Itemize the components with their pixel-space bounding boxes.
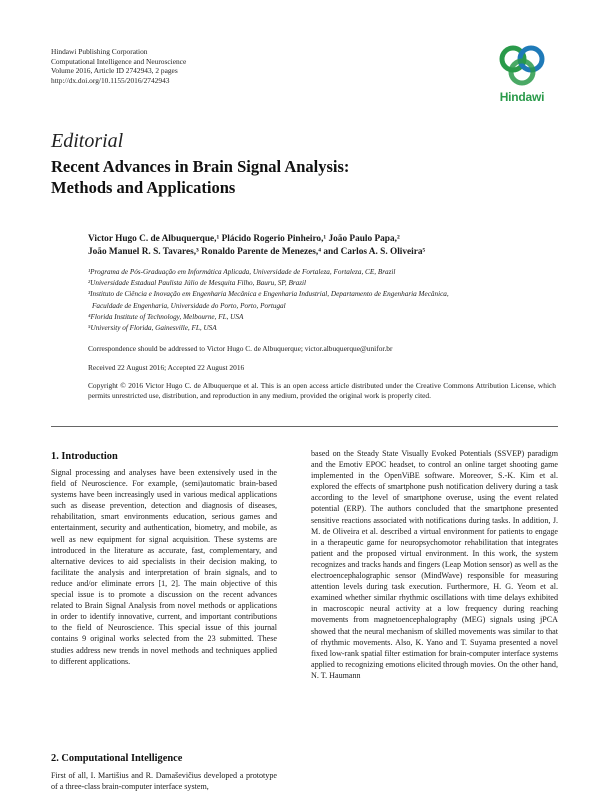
section-divider: [51, 426, 558, 427]
hindawi-logo-icon: [493, 42, 551, 90]
title-line-1: Recent Advances in Brain Signal Analysis:: [51, 157, 350, 176]
journal-header: [51, 47, 186, 85]
author-list: [88, 233, 558, 258]
article-title: [51, 156, 501, 198]
affiliation-item: ⁴Florida Institute of Technology, Melbourne, FL, USA: [88, 312, 244, 321]
computational-intelligence-paragraph: First of all, I. Martišius and R. Damaševičius developed a prototype of a three-class brain-computer interface system,: [51, 771, 277, 792]
received-accepted-dates: Received 22 August 2016; Accepted 22 August 2016: [88, 363, 245, 372]
journal-name: Computational Intelligence and Neuroscience: [51, 56, 187, 66]
logo-wordmark: Hindawi: [499, 90, 545, 104]
affiliation-item: Faculdade de Engenharia, Universidade do Porto, Porto, Portugal: [92, 301, 286, 310]
doi-link[interactable]: http://dx.doi.org/10.1155/2016/2742943: [51, 75, 170, 85]
publisher-name: Hindawi Publishing Corporation: [51, 47, 148, 56]
introduction-paragraph: Signal processing and analyses have been extensively used in the field of Neuroscience. For example, (semi)automatic brain-based systems have been increasingly used in various medical applications such as disease prevention, detection and diagnosis of diseases, rehabilitation, smart environments education, serious games and entertainment, security and authentication, biometry, and mobile, as well as new equipment for signal acquisition. These systems are introduced in the literature as accurate, fast, complementary, and alternative devices to aid specialists in their decision making, to facilitate the analysis and interpretation of brain signals, and to reduce and/or eliminate errors [1, 2]. The main objective of this special issue is to promote a discussion on the recent advances related to Brain Signal Analysis from novel methods or applications in order to identify innovative, current, and important contributions to the field of Neuroscience. This special issue of this journal contains 9 original works selected from the 23 submitted. These studies address new trends in novel methods and techniques applied to different applications.: [51, 468, 277, 666]
article-type: Editorial: [51, 130, 124, 152]
affiliation-item: ¹Programa de Pós-Graduação em Informática Aplicada, Universidade de Fortaleza, Fortaleza, CE, Brazil: [88, 268, 396, 276]
section-heading-introduction: 1. Introduction: [51, 451, 118, 462]
affiliation-item: ²Universidade Estadual Paulista Júlio de Mesquita Filho, Bauru, SP, Brazil: [88, 279, 307, 288]
correspondence: Correspondence should be addressed to Victor Hugo C. de Albuquerque; victor.albuquerque@unifor.br: [88, 344, 393, 353]
title-line-2: Methods and Applications: [51, 178, 236, 197]
affiliation-item: ⁵University of Florida, Gainesville, FL, USA: [88, 324, 217, 333]
authors-line-2: João Manuel R. S. Tavares,³ Ronaldo Parente de Menezes,⁴ and Carlos A. S. Oliveira⁵: [88, 246, 426, 257]
right-column-paragraph: based on the Steady State Visually Evoked Potentials (SSVEP) paradigm and the Emotiv EPOC headset, to control an online target shooting game implemented in the OpenViBE software. Moreover, S.-K. Kim et al. explored the effects of smartphone push notification delivery during a task according to the level of smartphone overuse, using the event related potential (ERP). The authors concluded that the smartphone presented sensitive reactions associated with notifications during tasks. In addition, J. M. de Oliveira et al. described a virtual environment for patients to engage in a therapeutic game for neuropsychomotor rehabilitation that integrates patient and the proposed virtual environment. In this work, the system recognizes and tracks hands and fingers (Leap Motion sensor) as well as the electroencephalographic sensor (MindWave) responsible for measuring attention levels during task execution. Furthermore, H. G. Yeom et al. examined whether similar rhythmic oscillations with time delays exhibited in macroscopic neural activity at a low frequency during reaching movements from magnetoencephalography (MEG) signals using jPCA showed that the neural mechanism of skilled movements was similar to that of rhythmic movements. Also, K. Yano and T. Suyama presented a novel fixed low-rank spatial filter estimation for brain-computer interface systems applied to recognizing emotions elicited through movies. On the other hand, N. T. Haumann: [311, 449, 558, 680]
section-heading-computational-intelligence: 2. Computational Intelligence: [51, 753, 183, 764]
affiliations: [88, 267, 558, 334]
authors-line-1: Victor Hugo C. de Albuquerque,¹ Plácido Rogerio Pinheiro,¹ João Paulo Papa,²: [88, 234, 400, 244]
affiliation-item: ³Instituto de Ciência e Inovação em Engenharia Mecânica e Engenharia Industrial, Departamento de Engenharia Mecânica,: [88, 290, 449, 299]
volume-info: Volume 2016, Article ID 2742943, 2 pages: [51, 66, 178, 76]
hindawi-logo: [493, 42, 551, 108]
copyright-notice: Copyright © 2016 Victor Hugo C. de Albuquerque et al. This is an open access article distributed under the Creative Commons Attribution License, which permits unrestricted use, distribution, and reproduction in any medium, provided the original work is properly cited.: [88, 381, 556, 400]
